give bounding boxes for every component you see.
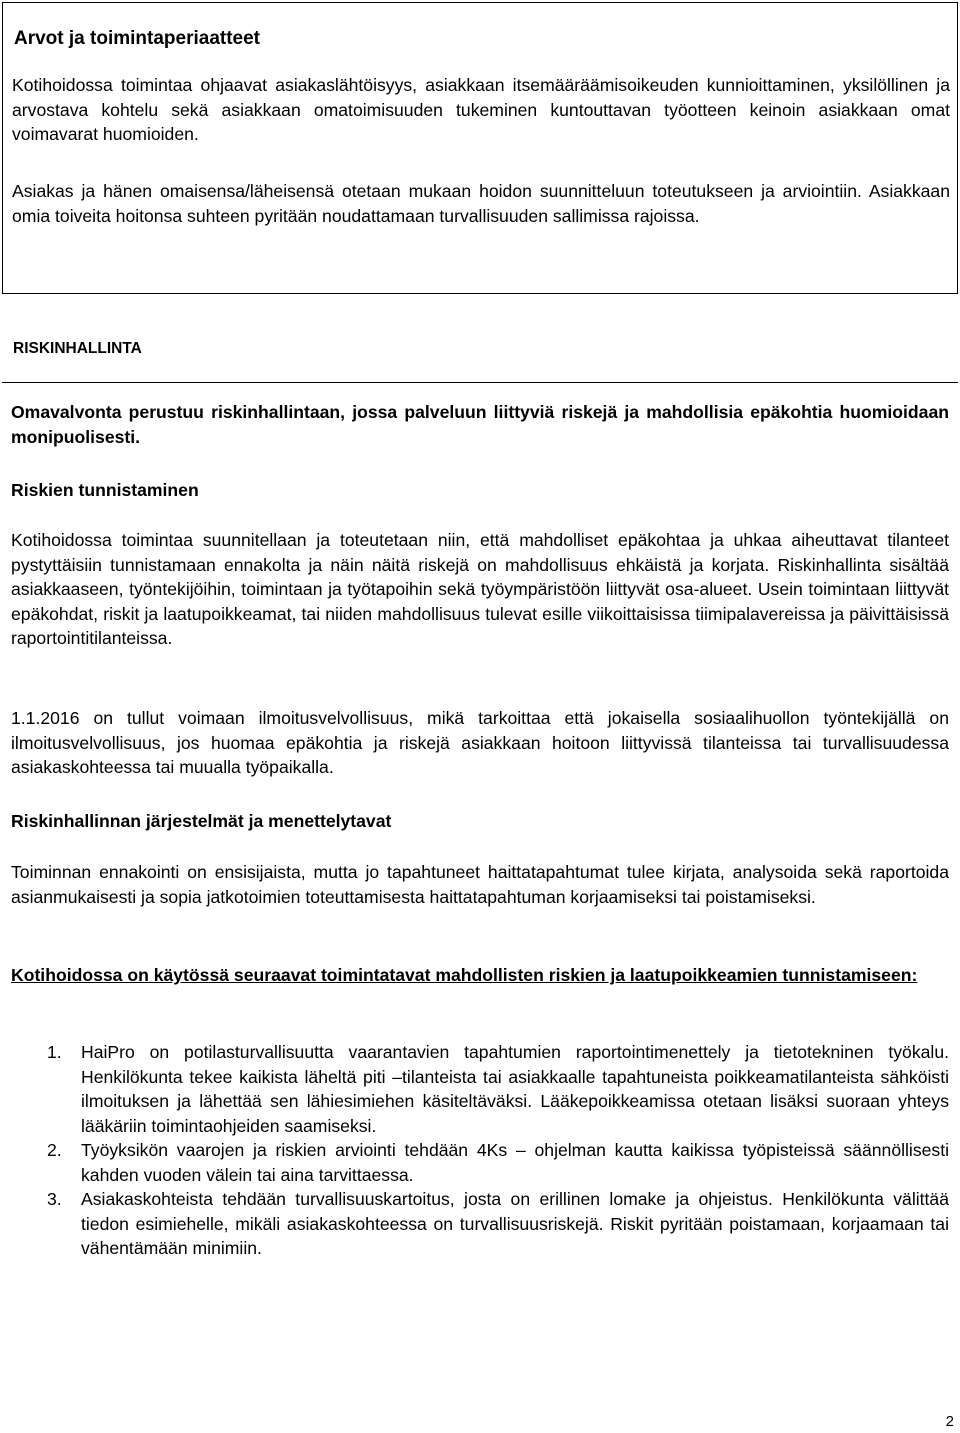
heading-risk-identification: Riskien tunnistaminen: [11, 480, 199, 500]
list-item: [11, 1187, 949, 1261]
list-item-text: Asiakaskohteista tehdään turvallisuuskartoitus, josta on erillinen lomake ja ohjeistus. Henkilökunta välittää tiedon esimiehelle, mikäli asiakaskohteessa on turvallisuusriskejä. Riskit pyritään poistamaan, korjaamaan tai vähentämään minimiin.: [81, 1189, 949, 1258]
heading-risk-systems: Riskinhallinnan järjestelmät ja menettelytavat: [11, 811, 392, 831]
page-number: 2: [945, 1413, 954, 1430]
list-item: [11, 1040, 949, 1138]
practices-list: [11, 1040, 949, 1261]
list-item-text: HaiPro on potilasturvallisuutta vaarantavien tapahtumien raportointimenettely ja tietotekninen työkalu. Henkilökunta tekee kaikista läheltä piti –tilanteista tai asiakkaalle tapahtuneista poikkeamatilanteista sähköisti ilmoituksen ja lähettää sen lähiesimiehen käsiteltäväksi. Lääkepoikkeamissa otetaan lisäksi suoraan yhteys lääkäriin toimintaohjeiden saamiseksi.: [81, 1042, 949, 1136]
values-paragraph-1: Kotihoidossa toimintaa ohjaavat asiakaslähtöisyys, asiakkaan itsemääräämisoikeuden kunnioittaminen, yksilöllinen ja arvostava kohtelu sekä asiakkaan omatoimisuuden tukeminen kuntouttavan työotteen keinoin asiakkaan omat voimavarat huomioiden.: [12, 75, 950, 144]
list-heading: Kotihoidossa on käytössä seuraavat toimintatavat mahdollisten riskien ja laatupoikkeamien tunnistamiseen:: [11, 965, 918, 985]
list-item-text: Työyksikön vaarojen ja riskien arviointi tehdään 4Ks – ohjelman kautta kaikissa työpisteissä säännöllisesti kahden vuoden välein tai aina tarvittaessa.: [81, 1140, 949, 1185]
risk-identification-paragraph-2: 1.1.2016 on tullut voimaan ilmoitusvelvollisuus, mikä tarkoittaa että jokaisella sosiaalihuollon työntekijällä on ilmoitusvelvollisuus, jos huomaa epäkohtia ja riskejä asiakkaan hoitoon liittyvissä tilanteissa tai turvallisuudessa asiakaskohteessa tai muualla työpaikalla.: [11, 708, 949, 777]
box-title: Arvot ja toimintaperiaatteet: [14, 28, 260, 49]
section-divider: [2, 382, 958, 383]
values-paragraph-2: Asiakas ja hänen omaisensa/läheisensä otetaan mukaan hoidon suunnitteluun toteutukseen ja arviointiin. Asiakkaan omia toiveita hoitonsa suhteen pyritään noudattamaan turvallisuuden sallimissa rajoissa.: [12, 181, 950, 226]
section-label: RISKINHALLINTA: [13, 340, 142, 357]
list-item-number: 2.: [47, 1140, 62, 1160]
list-item-number: 1.: [47, 1042, 62, 1062]
list-item-number: 3.: [47, 1189, 62, 1209]
list-item: [11, 1138, 949, 1187]
section-lead: Omavalvonta perustuu riskinhallintaan, jossa palveluun liittyviä riskejä ja mahdollisia epäkohtia huomioidaan monipuolisesti.: [11, 402, 949, 447]
values-box: [2, 2, 958, 294]
risk-systems-paragraph: Toiminnan ennakointi on ensisijaista, mutta jo tapahtuneet haittatapahtumat tulee kirjata, analysoida sekä raportoida asianmukaisesti ja sopia jatkotoimien toteuttamisesta haittatapahtuman korjaamiseksi tai poistamiseksi.: [11, 862, 949, 907]
risk-identification-paragraph-1: Kotihoidossa toimintaa suunnitellaan ja toteutetaan niin, että mahdolliset epäkohtaa ja uhkaa aiheuttavat tilanteet pystyttäisiin tunnistamaan ennakolta ja näin näitä riskejä on mahdollisuus ehkäistä ja korjata. Riskinhallinta sisältää asiakkaaseen, työntekijöihin, toimintaan ja työtapoihin sekä työympäristöön liittyvät osa-alueet. Usein toimintaan liittyvät epäkohdat, riskit ja laatupoikkeamat, tai niiden mahdollisuus tulevat esille viikoittaisissa tiimipalavereissa ja päivittäisissä raportointitilanteissa.: [11, 530, 949, 648]
